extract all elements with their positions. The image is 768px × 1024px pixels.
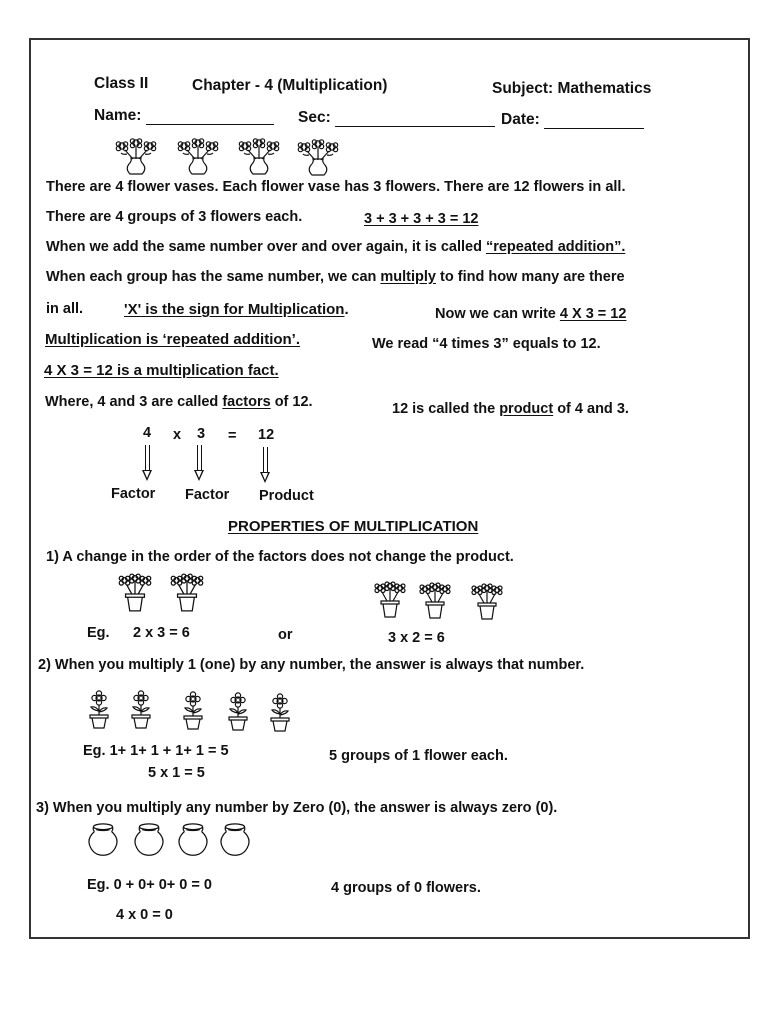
date-label: Date:: [501, 111, 540, 128]
flower-vase-icon: [293, 138, 343, 178]
flower-pot-icon: [417, 581, 453, 621]
factors-term: factors: [222, 394, 271, 410]
flower-vase-icon: [234, 137, 284, 177]
product-line: 12 is called the product of 4 and 3.: [392, 401, 629, 417]
fact-factor-1: 4: [143, 425, 152, 441]
flower-pot-icon: [180, 691, 206, 731]
name-label: Name:: [94, 107, 142, 124]
multiplication-fact: 4 X 3 = 12 is a multiplication fact.: [44, 362, 279, 379]
properties-title: PROPERTIES OF MULTIPLICATION: [228, 518, 479, 535]
product-label: Product: [259, 488, 314, 504]
factor-label-2: Factor: [185, 487, 230, 503]
property-1-eq-2: 3 x 2 = 6: [388, 630, 445, 646]
property-2-note: 5 groups of 1 flower each.: [329, 748, 508, 764]
property-1-text: 1) A change in the order of the factors does not change the product.: [46, 549, 514, 565]
intro-line-2: There are 4 groups of 3 flowers each.: [46, 209, 303, 225]
property-3-note: 4 groups of 0 flowers.: [331, 880, 481, 896]
empty-pot-icon: [176, 822, 210, 860]
factor-label-1: Factor: [111, 486, 156, 502]
product-term: product: [499, 401, 554, 417]
repeated-addition-term: “repeated addition”.: [485, 239, 626, 255]
sec-field[interactable]: [298, 109, 495, 127]
date-field[interactable]: [501, 111, 644, 129]
property-1-eg: Eg.: [87, 625, 110, 641]
subject-label: Subject: Mathematics: [492, 80, 652, 97]
multiplication-definition: Multiplication is ‘repeated addition’.: [45, 331, 301, 348]
empty-pot-icon: [132, 822, 166, 860]
flower-pot-icon: [128, 690, 154, 730]
empty-pot-icon: [218, 822, 252, 860]
intro-line-5c: Now we can write 4 X 3 = 12: [435, 306, 627, 322]
flower-pot-icon: [372, 580, 408, 620]
flower-vase-icon: [111, 137, 161, 177]
property-3-eg: Eg. 0 + 0+ 0+ 0 = 0: [87, 877, 212, 893]
property-2-eg: Eg. 1+ 1+ 1 + 1+ 1 = 5: [83, 743, 229, 759]
class-label: Class II: [94, 75, 149, 92]
property-2-eq: 5 x 1 = 5: [148, 765, 205, 781]
sec-label: Sec:: [298, 109, 331, 126]
intro-line-3: When we add the same number over and over again, it is called “repeated addition”.: [46, 239, 626, 255]
flower-pot-icon: [267, 693, 293, 733]
property-3-text: 3) When you multiply any number by Zero (0), the answer is always zero (0).: [36, 800, 558, 816]
flower-pot-icon: [469, 582, 505, 622]
flower-pot-icon: [225, 692, 251, 732]
name-blank[interactable]: [146, 110, 274, 125]
date-blank[interactable]: [544, 114, 644, 129]
multiplication-sign-note: 'X' is the sign for Multiplication.: [124, 301, 349, 318]
intro-line-4: When each group has the same number, we can multiply to find how many are there: [46, 269, 625, 285]
repeated-addition-equation: 3 + 3 + 3 + 3 = 12: [364, 211, 479, 227]
flower-pot-icon: [167, 572, 207, 614]
property-1-eq-1: 2 x 3 = 6: [133, 625, 190, 641]
intro-line-1: There are 4 flower vases. Each flower vase has 3 flowers. There are 12 flowers in all.: [46, 179, 626, 195]
multiply-term: multiply: [380, 269, 436, 285]
intro-line-5a: in all.: [46, 301, 84, 317]
property-3-eq: 4 x 0 = 0: [116, 907, 173, 923]
factors-line: Where, 4 and 3 are called factors of 12.: [45, 394, 313, 410]
fact-times-sign: x: [173, 427, 182, 443]
fact-product: 12: [258, 427, 275, 443]
flower-pot-icon: [86, 690, 112, 730]
fact-equals-sign: =: [228, 428, 237, 444]
property-1-or: or: [278, 627, 293, 643]
reading-note: We read “4 times 3” equals to 12.: [372, 336, 601, 352]
property-2-text: 2) When you multiply 1 (one) by any number, the answer is always that number.: [38, 657, 585, 673]
name-field[interactable]: [94, 107, 274, 125]
fact-factor-2: 3: [197, 426, 206, 442]
sec-blank[interactable]: [335, 112, 495, 127]
chapter-label: Chapter - 4 (Multiplication): [192, 77, 388, 94]
flower-vase-icon: [173, 137, 223, 177]
multiplication-equation: 4 X 3 = 12: [559, 306, 627, 322]
flower-pot-icon: [115, 572, 155, 614]
empty-pot-icon: [86, 822, 120, 860]
